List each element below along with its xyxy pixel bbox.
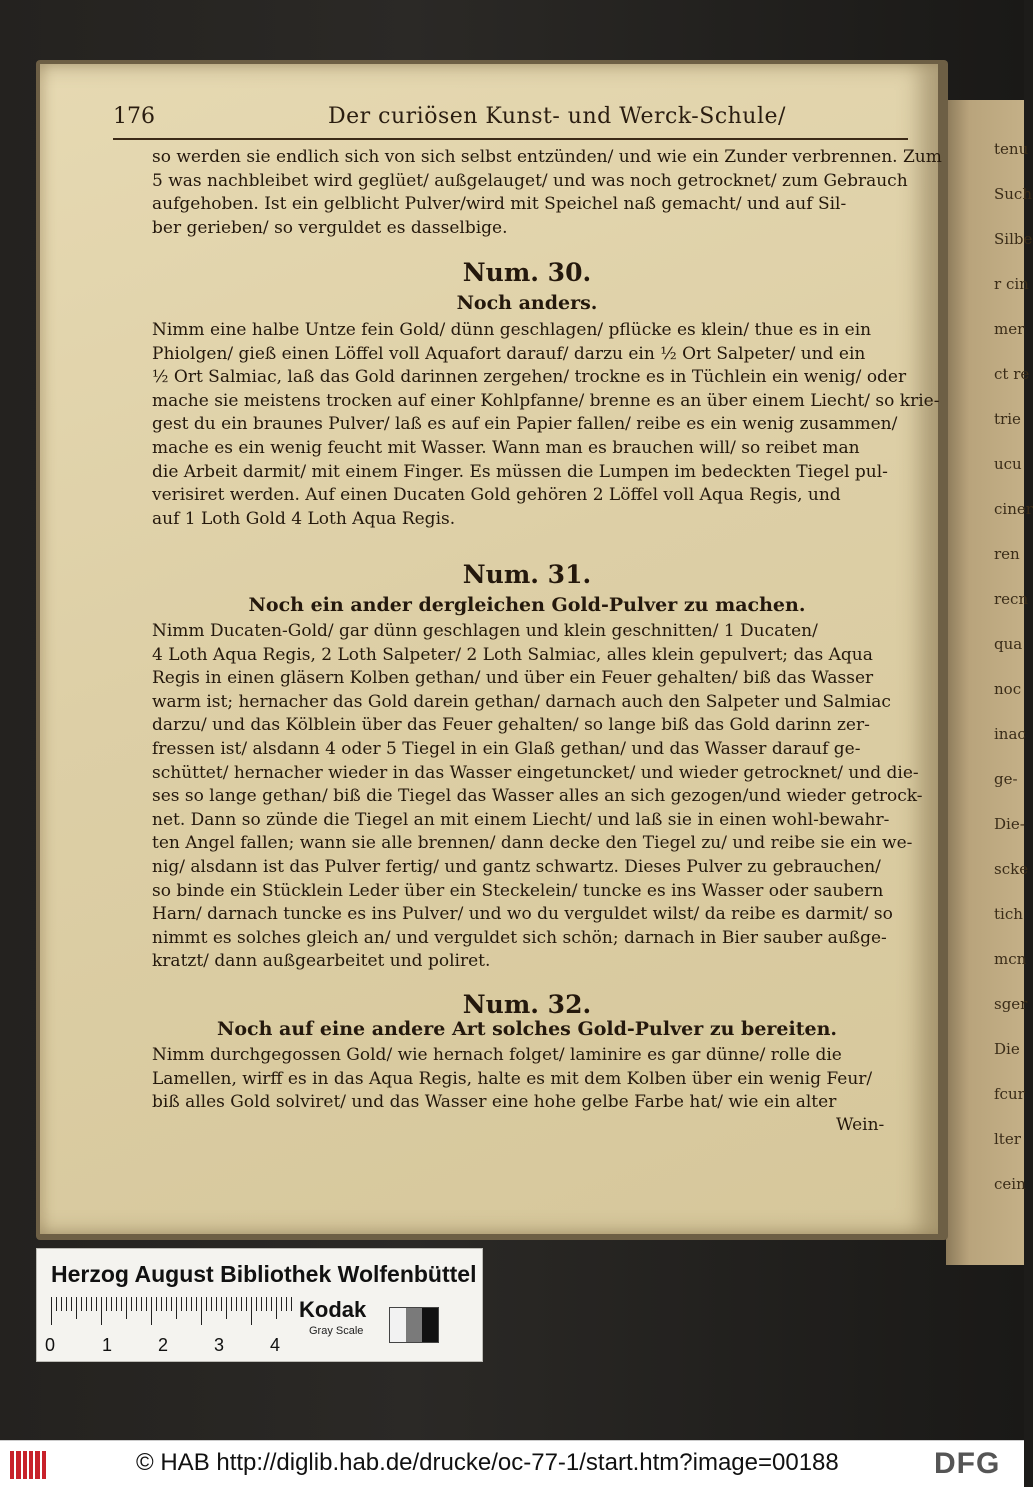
text-line: nig/ alsdann ist das Pulver fertig/ und gantz schwartz. Dieses Pulver zu gebrauchen/ [152, 856, 881, 877]
text-line: biß alles Gold solviret/ und das Wasser eine hohe gelbe Farbe hat/ wie ein alter [152, 1092, 837, 1113]
adjacent-page-fragment: noc [994, 680, 1022, 698]
ruler-tick [206, 1297, 207, 1311]
ruler-tick [271, 1297, 272, 1311]
adjacent-page-fragment: Die- [994, 815, 1025, 833]
adjacent-page-fragment: ge- [994, 770, 1018, 788]
text-line: so werden sie endlich sich von sich selbst entzünden/ und wie ein Zunder verbrennen. Zum [152, 147, 942, 167]
adjacent-page-fragment: sger [994, 995, 1028, 1013]
ruler-number: 1 [102, 1335, 113, 1355]
ruler-tick [276, 1297, 277, 1319]
black-swatch [422, 1308, 438, 1342]
ruler-tick [226, 1297, 227, 1319]
adjacent-page-fragment: scke [994, 860, 1029, 878]
text-line: auf 1 Loth Gold 4 Loth Aqua Regis. [152, 508, 456, 529]
text-line: 5 was nachbleibet wird geglüet/ außgelauget/ und was noch getrocknet/ zum Gebrauch [152, 170, 908, 191]
adjacent-page-fragment: inac [994, 725, 1026, 743]
ruler-tick [221, 1297, 222, 1311]
text-line: darzu/ und das Kölblein über das Feuer gehalten/ so lange biß das Gold darinn zer- [152, 715, 870, 736]
text-line: ½ Ort Salmiac, laß das Gold darinnen zergehen/ trockne es in Tüchlein ein wenig/ oder [152, 367, 907, 388]
library-name: Herzog August Bibliothek Wolfenbüttel [51, 1261, 477, 1287]
ruler-number: 2 [158, 1335, 169, 1355]
text-line: Nimm Ducaten-Gold/ gar dünn geschlagen und klein geschnitten/ 1 Ducaten/ [152, 621, 818, 641]
ruler-tick [71, 1297, 72, 1311]
adjacent-page-fragment: r cin [994, 275, 1029, 293]
ruler-tick [246, 1297, 247, 1311]
ruler-number: 0 [45, 1335, 56, 1355]
dfg-logo: DFG [934, 1447, 1001, 1480]
running-title: Der curiösen Kunst- und Werck-Schule/ [328, 104, 786, 129]
adjacent-page-fragment: ciner [994, 500, 1033, 518]
adjacent-page-fragment: ct re [994, 365, 1030, 383]
ruler-tick [81, 1297, 82, 1311]
ruler-tick [241, 1297, 242, 1311]
ruler-tick [181, 1297, 182, 1311]
adjacent-page-fragment: Such [994, 185, 1032, 203]
ruler-tick [191, 1297, 192, 1311]
adjacent-page-fragment: mer [994, 320, 1025, 338]
adjacent-page [946, 100, 1033, 1265]
text-line: Nimm durchgegossen Gold/ wie hernach folget/ laminire es gar dünne/ rolle die [152, 1045, 842, 1065]
white-swatch [390, 1308, 406, 1342]
section-paragraph [152, 319, 940, 531]
ruler-tick [171, 1297, 172, 1311]
intro-paragraph [152, 146, 942, 240]
section-paragraph [152, 620, 923, 974]
ruler-tick [161, 1297, 162, 1311]
ruler-tick [261, 1297, 262, 1311]
text-line: mache sie meistens trocken auf einer Kohlpfanne/ brenne es an über einem Liecht/ so krie- [152, 390, 940, 411]
ruler-tick [211, 1297, 212, 1311]
ruler-tick [131, 1297, 132, 1311]
section-heading: Num. 32. [462, 990, 592, 1019]
ruler-tick [266, 1297, 267, 1311]
gray-swatches [389, 1307, 439, 1343]
ruler-tick [111, 1297, 112, 1311]
ruler-tick [56, 1297, 57, 1311]
ruler-tick [106, 1297, 107, 1311]
ruler-scale [51, 1297, 291, 1325]
adjacent-page-fragment: lter [994, 1130, 1021, 1148]
text-line: schüttet/ hernacher wieder in das Wasser eingetuncket/ und wieder getrocknet/ und die- [152, 762, 919, 783]
ruler-tick [151, 1297, 152, 1325]
ruler-tick [101, 1297, 102, 1325]
gray-swatch [406, 1308, 422, 1342]
text-line: Harn/ darnach tuncke es ins Pulver/ und wo du verguldet wilst/ da reibe es darmit/ so [152, 904, 893, 925]
ruler-tick [126, 1297, 127, 1319]
adjacent-page-fragment: tich [994, 905, 1023, 923]
ruler-tick [216, 1297, 217, 1311]
text-line: aufgehoben. Ist ein gelblicht Pulver/wird mit Speichel naß gemacht/ und auf Sil- [152, 194, 847, 215]
ruler-tick [176, 1297, 177, 1319]
text-line: Phiolgen/ gieß einen Löffel voll Aquafort darauf/ darzu ein ½ Ort Salpeter/ und ein [152, 343, 866, 364]
text-line: Lamellen, wirff es in das Aqua Regis, halte es mit dem Kolben über ein wenig Feur/ [152, 1068, 873, 1089]
adjacent-page-fragment: qua [994, 635, 1023, 653]
adjacent-page-fragment: tenu [994, 140, 1029, 158]
text-line: die Arbeit darmit/ mit einem Finger. Es müssen die Lumpen im bedeckten Tiegel pul- [152, 461, 888, 482]
ruler-tick [231, 1297, 232, 1311]
ruler-tick [136, 1297, 137, 1311]
text-line: fressen ist/ alsdann 4 oder 5 Tiegel in ein Glaß gethan/ und das Wasser darauf ge- [152, 738, 861, 759]
ruler-tick [86, 1297, 87, 1311]
text-line: mache es ein wenig feucht mit Wasser. Wann man es brauchen will/ so reibet man [152, 437, 860, 458]
ruler-tick [121, 1297, 122, 1311]
ruler-tick [91, 1297, 92, 1311]
kodak-brand: Kodak [299, 1297, 367, 1322]
text-line: 4 Loth Aqua Regis, 2 Loth Salpeter/ 2 Loth Salmiac, alles klein gepulvert; das Aqua [152, 644, 873, 665]
ruler-tick [186, 1297, 187, 1311]
ruler-tick [236, 1297, 237, 1311]
ruler-tick [281, 1297, 282, 1311]
ruler-tick [61, 1297, 62, 1311]
text-line: gest du ein braunes Pulver/ laß es auf ein Papier fallen/ reibe es ein wenig zusammen/ [152, 414, 898, 435]
hab-logo-icon [10, 1451, 46, 1479]
ruler-tick [201, 1297, 202, 1325]
ruler-tick [166, 1297, 167, 1311]
text-line: ses so lange gethan/ biß die Tiegel das Wasser alles an sich gezogen/und wieder getrock- [152, 786, 923, 807]
catchword: Wein- [836, 1115, 885, 1135]
ruler-tick [156, 1297, 157, 1311]
text-line: ten Angel fallen; wann sie alle brennen/ dann decke den Tiegel zu/ und reibe sie ein we- [152, 833, 913, 854]
gray-scale-label: Gray Scale [309, 1325, 364, 1337]
ruler-tick [146, 1297, 147, 1311]
text-line: ber gerieben/ so verguldet es dasselbige. [152, 217, 508, 238]
adjacent-page-fragment: ucu [994, 455, 1022, 473]
copyright-link[interactable]: © HAB http://diglib.hab.de/drucke/oc-77-1/start.htm?image=00188 [136, 1449, 839, 1476]
adjacent-page-fragment: recn [994, 590, 1029, 608]
text-line: net. Dann so zünde die Tiegel an mit einem Liecht/ und laß sie in einen wohl-bewahr- [152, 809, 890, 830]
text-line: Regis in einen gläsern Kolben gethan/ und über ein Feuer gehalten/ biß das Wasser [152, 668, 874, 689]
page-number: 176 [113, 104, 155, 129]
footer-bar [0, 1440, 1024, 1487]
library-label-card [36, 1248, 483, 1362]
text-line: warm ist; hernacher das Gold darein gethan/ darnach auch den Salpeter und Salmiac [152, 691, 891, 712]
adjacent-page-fragment: cein [994, 1175, 1026, 1193]
ruler-number: 3 [214, 1335, 225, 1355]
ruler-tick [116, 1297, 117, 1311]
ruler-tick [96, 1297, 97, 1311]
ruler-tick [196, 1297, 197, 1311]
ruler-tick [286, 1297, 287, 1311]
section-subheading: Noch ein ander dergleichen Gold-Pulver zu machen. [248, 594, 806, 616]
text-line: so binde ein Stücklein Leder über ein Steckelein/ tuncke es ins Wasser oder saubern [152, 880, 884, 901]
ruler-tick [291, 1297, 292, 1311]
adjacent-page-fragment: Die [994, 1040, 1020, 1058]
adjacent-page-fragment: ren [994, 545, 1020, 563]
text-line: Nimm eine halbe Untze fein Gold/ dünn geschlagen/ pflücke es klein/ thue es in ein [152, 320, 872, 340]
adjacent-page-fragment: trie [994, 410, 1021, 428]
ruler-tick [51, 1297, 52, 1325]
text-line: nimmt es solches gleich an/ und verguldet sich schön; darnach in Bier sauber außge- [152, 927, 887, 948]
section-subheading: Noch anders. [456, 292, 598, 314]
section-paragraph [152, 1044, 902, 1115]
running-head [113, 102, 913, 138]
ruler-number: 4 [270, 1335, 281, 1355]
ruler-tick [66, 1297, 67, 1311]
text-line: verisiret werden. Auf einen Ducaten Gold gehören 2 Löffel voll Aqua Regis, und [152, 485, 841, 506]
ruler-tick [251, 1297, 252, 1325]
ruler-tick [256, 1297, 257, 1311]
ruler-tick [76, 1297, 77, 1319]
text-line: kratzt/ dann außgearbeitet und poliret. [152, 951, 491, 972]
ruler-tick [141, 1297, 142, 1311]
section-heading: Num. 30. [462, 258, 592, 287]
adjacent-page-fragment: Silbe [994, 230, 1033, 248]
head-rule [113, 138, 908, 140]
section-subheading: Noch auf eine andere Art solches Gold-Pulver zu bereiten. [216, 1018, 838, 1040]
section-heading: Num. 31. [462, 560, 592, 589]
adjacent-page-fragment: fcur [994, 1085, 1025, 1103]
adjacent-page-fragment: mcn [994, 950, 1027, 968]
